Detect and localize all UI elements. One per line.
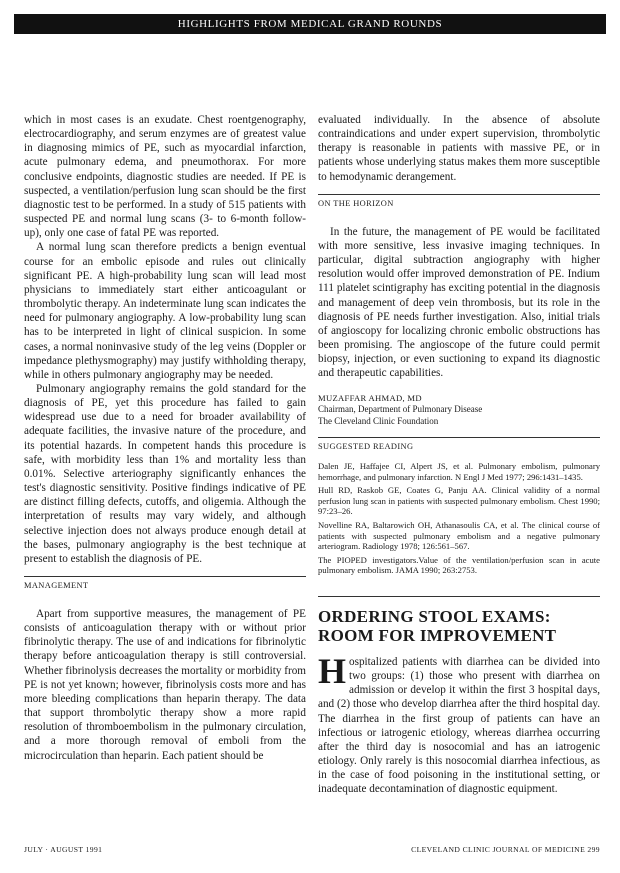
body-paragraph: A normal lung scan therefore predicts a benign eventual course for an embolic episode and rules out clinically significant PE. A high-probability lung scan will lead most physicians to immediately start either anticoagulant or thrombolytic therapy. An indeterminate lung scan indicates the need for pulmonary angiography. A low-probability lung scan has to be interpreted in light of clinical suspicion. In some cases, a normal noninvasive study of the leg veins (Doppler or impedance plethysmography) may justify withholding therapy, while in others pulmonary angiography may be needed. [24,241,306,381]
article-lead-paragraph [318,650,600,797]
section-banner: HIGHLIGHTS FROM MEDICAL GRAND ROUNDS [14,14,606,34]
left-column [24,113,306,763]
footer-journal-page: CLEVELAND CLINIC JOURNAL OF MEDICINE 299 [411,845,600,854]
reference-item: Novelline RA, Baltarowich OH, Athanasoulis CA, et al. The clinical course of patients with suspected pulmonary embolism and a negative pulmonary arteriogram. Radiology 1978; 126:561–567. [318,519,600,552]
reference-item: Hull RD, Raskob GE, Coates G, Panju AA. Clinical validity of a normal perfusion lung scan in patients with suspected pulmonary embolism. Chest 1990; 97:23–26. [318,485,600,517]
body-paragraph: evaluated individually. In the absence of absolute contraindications and under expert supervision, thrombolytic therapy is reasonable in patients with massive PE, or in patients whose underlying status makes them more susceptible to hemodynamic derangement. [318,114,600,183]
author-affiliation: The Cleveland Clinic Foundation [318,415,439,426]
section-heading-management: MANAGEMENT [24,576,306,591]
article-lead-text: ospitalized patients with diarrhea can be divided into two groups: (1) those who present with diarrhea on admission or develop it within the first 3 hospital days, and (2) those who develop diarrhea after the third hospital day. The diarrhea in the first group of patients can have an infectious or iatrogenic etiology, whereas diarrhea occurring after the third day is nosocomial and has an iatrogenic etiology. Only rarely is this nosocomial diarrhea infectious, as in the case of food poisoning in the institutional setting, or inadequate decontamination of diagnostic equipment. [318,655,600,796]
author-title: Chairman, Department of Pulmonary Disease [318,404,483,414]
drop-cap: H [318,650,347,691]
body-paragraph: Pulmonary angiography remains the gold standard for the diagnosis of PE, yet this procedure has failed to gain widespread use due to a need for broader availability of adequate facilities, the invasive nature of the procedure, and its potential hazards. In competent hands this procedure is safe, with morbidity less than 1% and mortality less than 0.01%. Selective arteriography significantly enhances the test's diagnostic sensitivity. Positive findings indicative of PE are distinct filling defects, cutoffs, and oligemia. Although the interpretation of results may vary widely, and although selective injection does not always produce enough detail at the bases, pulmonary angiography is the best technique at present to establish the diagnosis of PE. [24,382,306,565]
article-title: ORDERING STOOL EXAMS: ROOM FOR IMPROVEMENT [318,596,600,645]
body-paragraph: In the future, the management of PE would be facilitated with more sensitive, less invasive imaging techniques. In particular, digital subtraction angiography with higher resolution would offer improved demonstration of PE. Indium 111 platelet scintigraphy has exciting potential in the diagnosis and management of deep vein thrombosis, but its role in the diagnosis of PE needs further investigation. Also, initial trials of angioscopy for localizing chronic embolic obstructions has been promising. The angioscope of the future could permit biopsy, injection, or even suctioning to expand its diagnostic and therapeutic capabilities. [318,225,600,380]
section-heading-horizon: ON THE HORIZON [318,194,600,209]
author-block [318,393,600,428]
body-paragraph: which in most cases is an exudate. Chest roentgenography, electrocardiography, and serum enzymes are of greatest value in diagnosing mimics of PE, such as myocardial infarction, acute pulmonary edema, and pneumothorax. For more conclusive endpoints, diagnostic studies are needed. If PE is suspected, a ventilation/perfusion lung scan should be the first diagnostic test to be performed. In a study of 515 patients with suspected PE and normal lung scans (3- to 6-month follow-up), only one case of fatal PE was reported. [24,114,306,240]
reference-item: Dalen JE, Haffajee CI, Alpert JS, et al. Pulmonary embolism, pulmonary hemorrhage, and pulmonary infarction. N Engl J Med 1977; 296:1431–1435. [318,461,600,482]
footer-issue-date: JULY · AUGUST 1991 [24,845,103,854]
body-paragraph: Apart from supportive measures, the management of PE consists of anticoagulation therapy with or without prior fibrinolytic therapy. The use of and indications for fibrinolytic therapy before anticoagulation therapy is still controversial. Whether fibrinolysis decreases the mortality or morbidity from PE is not yet known; however, fibrinolysis costs more and has more bleeding complications than heparin therapy. The data that support thrombolytic therapy show a more rapid resolution of thromboembolism in the pulmonary circulation, and a more thorough removal of emboli from the microcirculation than heparin. Each patient should be [24,608,306,762]
author-name: MUZAFFAR AHMAD, MD [318,392,422,403]
section-heading-suggested-reading: SUGGESTED READING [318,437,600,452]
right-column [318,113,600,797]
reference-item: The PIOPED investigators.Value of the ventilation/perfusion scan in acute pulmonary embolism. JAMA 1990; 263:2753. [318,554,600,576]
reference-list [318,461,600,576]
